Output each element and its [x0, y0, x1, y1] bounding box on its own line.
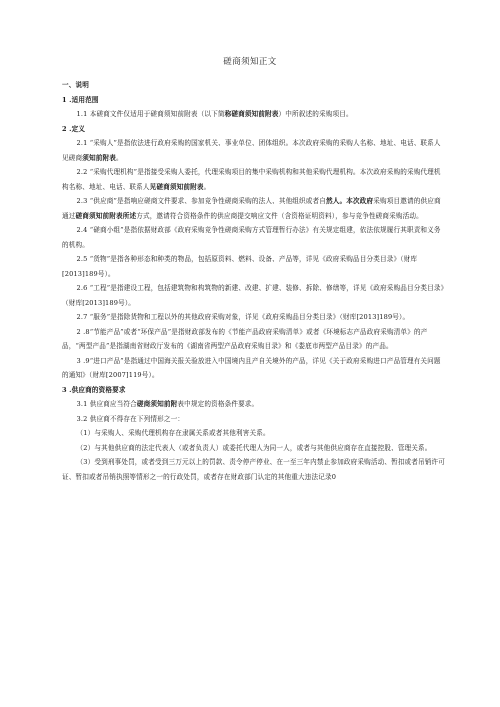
text: 表中规定的资格条件要求。 — [177, 400, 259, 408]
text: ）中所叙述的采购项目。 — [278, 110, 353, 118]
list-item-3: （3）受到刑事处罚，或者受到三万元以上的罚款、责令停产停业、在一至三年内禁止参加政府采购活动、暂扣或者吊销许可证、暂扣或者吊销执照等情形之一的行政处罚，或者存在财政部门认定的其他重大违法记录0 — [62, 458, 446, 481]
paragraph-2-3 — [62, 194, 447, 223]
bold-text: 磋商须知前附 — [136, 400, 178, 408]
page-title: 磋商须知正文 — [223, 57, 277, 67]
heading-qualifications: 3 .供应商的资格要求 — [62, 385, 126, 394]
paragraph-2-1 — [62, 136, 447, 165]
bold-text: 须知前附表 — [82, 153, 116, 162]
paragraph-2-2 — [62, 165, 447, 194]
bold-text: 称磋商须知前附表 — [224, 110, 279, 118]
list-item-1: （1）与采购人、采购代理机构存在隶属关系或者其他利害关系。 — [76, 429, 270, 437]
text: 方式，邀请符合资格条件的供应商提交响应文件（含资格证明资料），参与竞争性磋商采购活动。 — [136, 211, 423, 220]
heading-scope: 1 .适用范围 — [62, 95, 99, 104]
text: 。 — [115, 153, 123, 162]
text: 2.3 “供应商”是指响应磋商文件要求、参加竞争性磋商采购的法人、其他组织或者自 — [76, 197, 327, 205]
paragraph-2-8: 2 .8“节能产品”或者“环保产品”是指财政部发布的《节能产品政府采购清单》或者《环境标志产品政府采购清单》的产品，“两型产品”是指湖南省财政厅发布的《湖南省两型产品政府采购目录》和《娄底市两型产品目录》的产品。 — [62, 327, 428, 350]
text: 2.2 “采购代理机构”是指接受采购人委托，代理采购项目的集中采购机构和其他采购代理机构。本次政府采购的采购代理机构名称、地址、电话、联系人 — [62, 168, 441, 191]
section-heading: 一、说明 — [62, 81, 89, 89]
list-item-2: （2）与其他供应商的法定代表人（或者负责人）或委托代理人为同一人，或者与其他供应商存在直接控股、管理关系。 — [76, 443, 432, 452]
heading-definitions: 2 .定义 — [62, 124, 86, 133]
bold-text: 见磋商须知前附表 — [149, 182, 204, 191]
text: 1.1 本磋商文件仅适用于磋商须知前附表（以下简 — [76, 110, 225, 118]
text: 采购项目邀请的供应商通过 — [62, 197, 441, 220]
paragraph-3-1 — [62, 397, 447, 412]
bold-text: 磋商须知前附表所述 — [75, 211, 137, 220]
paragraph-2-5: 2.5 “货物”是指各种形态和种类的物品，包括原资料、燃料、设备、产品等，详见《政府采购品目分类目录》（财库[2013]189号）。 — [62, 255, 418, 278]
document-body — [62, 76, 447, 484]
text: 2.1 “采购人”是指依法进行政府采购的国家机关、事业单位、团体组织。本次政府采购的采购人名称、地址、电话、联系人见磋商 — [62, 139, 441, 162]
paragraph-1-1 — [62, 107, 447, 122]
text: 3.1 供应商应当符合 — [76, 400, 137, 408]
paragraph-2-9: 3 .9“进口产品”是指通过中国海关报关验放进入中国境内且产自关境外的产品，详见《关于政府采购进口产品管理有关问题的通知》（财库[2007]119号）。 — [62, 356, 441, 379]
paragraph-3-2: 3.2 供应商不得存在下列情形之一： — [76, 414, 185, 423]
bold-text: 然人。本次政府 — [326, 197, 374, 205]
text: 。 — [203, 182, 211, 191]
paragraph-2-6: 2.6 “工程”是指建设工程，包括建筑物和构筑物的新建、改建、扩建、装修、拆除、修缮等，详见《政府采购品目分类目录》（财库[2013]189号）。 — [62, 284, 445, 307]
paragraph-2-7: 2.7 “服务”是指除货物和工程以外的其他政府采购对象，详见《政府采购品目分类目录》（财库[2013]189号）。 — [76, 313, 410, 321]
paragraph-2-4: 2.4 “磋商小组”是指依据财政部《政府采购竞争性磋商采购方式管理暂行办法》有关规定组建，依法依规履行其职责和义务的机构。 — [62, 226, 441, 249]
